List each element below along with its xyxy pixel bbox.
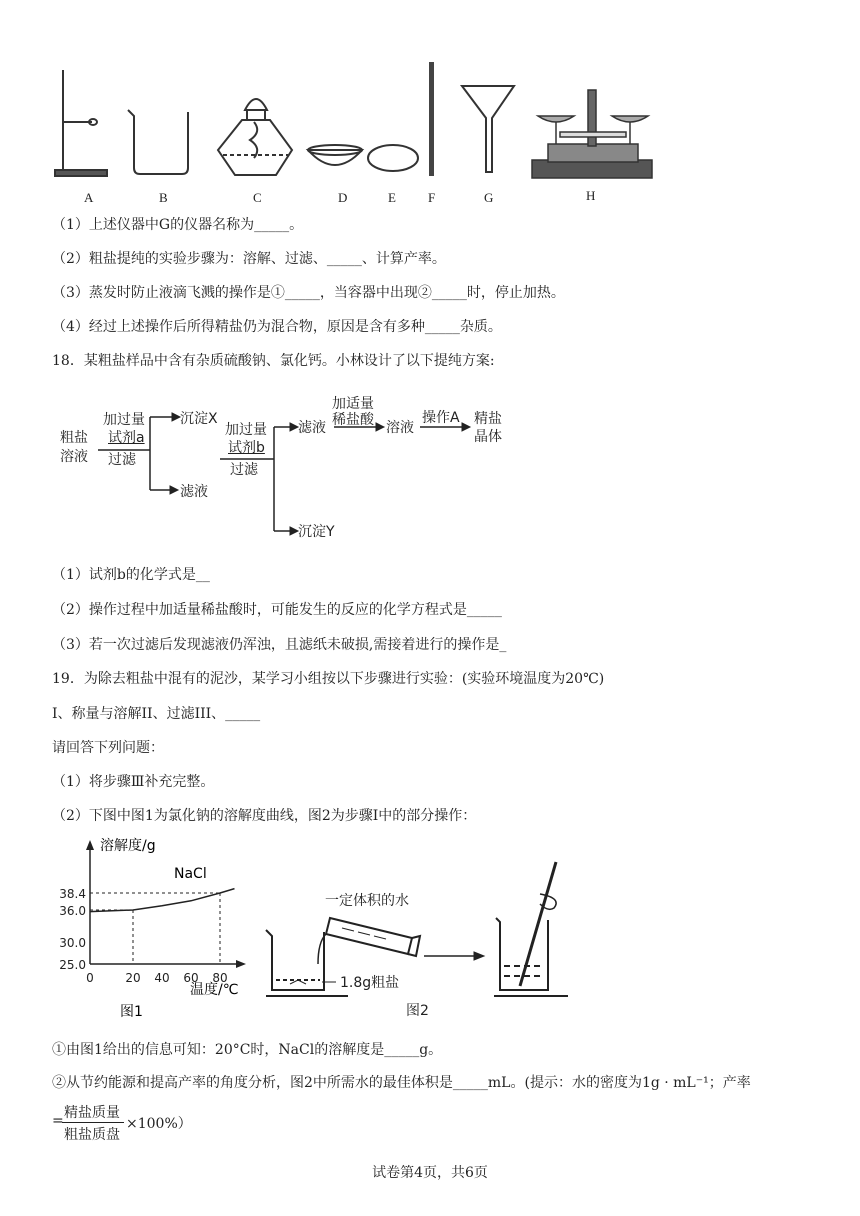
instrument-label-a: A xyxy=(84,190,94,205)
beaker-icon xyxy=(128,110,188,174)
formula-bar xyxy=(62,1122,124,1123)
alcohol-lamp-icon xyxy=(218,99,292,175)
balance-scale-icon xyxy=(532,90,652,178)
y-tick-label: 25.0 xyxy=(59,958,86,972)
flow-end-line2: 晶体 xyxy=(474,429,502,445)
flow-step4: 操作A xyxy=(422,410,460,426)
y-tick-label: 38.4 xyxy=(59,887,86,901)
instrument-label-f: F xyxy=(428,190,436,205)
q19-steps: I、称量与溶解II、过滤III、_____ xyxy=(52,706,261,722)
water-label: 一定体积的水 xyxy=(325,893,409,909)
graduated-cylinder-icon xyxy=(318,918,420,964)
watch-glass-icon xyxy=(368,145,418,171)
right-arrow-icon xyxy=(424,952,484,960)
flow-step1-top2: 试剂a xyxy=(108,430,145,446)
flow-step3-top2: 稀盐酸 xyxy=(332,412,374,428)
evaporating-dish-icon xyxy=(308,145,362,165)
formula-numerator: 精盐质量 xyxy=(64,1105,120,1121)
salt-label: 1.8g粗盐 xyxy=(340,975,400,991)
q17-part2: （2）粗盐提纯的实验步骤为：溶解、过滤、_____、计算产率。 xyxy=(52,251,446,267)
q17-part3: （3）蒸发时防止液滴飞溅的操作是①_____，当容器中出现②_____时，停止加热。 xyxy=(52,285,565,301)
formula-suffix: ×100%） xyxy=(126,1116,192,1132)
beaker-stirring-icon xyxy=(496,862,556,990)
flow-filtrate1: 滤液 xyxy=(180,484,208,500)
figure2-caption: 图2 xyxy=(406,1003,429,1019)
x-tick-label: 0 xyxy=(86,971,94,985)
x-tick-label: 80 xyxy=(212,971,228,985)
x-axis-label: 温度/℃ xyxy=(190,982,239,998)
y-tick-label: 36.0 xyxy=(59,904,86,918)
flow-step1-bottom: 过滤 xyxy=(108,452,136,468)
x-tick-label: 60 xyxy=(183,971,199,985)
formula-denominator: 粗盐质盘 xyxy=(64,1127,120,1143)
funnel-icon xyxy=(462,86,514,172)
q18-part2: （2）操作过程中加适量稀盐酸时，可能发生的反应的化学方程式是_____ xyxy=(52,602,502,618)
q17-part1: （1）上述仪器中G的仪器名称为_____。 xyxy=(52,217,304,233)
flow-ppt-x: 沉淀X xyxy=(180,411,218,427)
glass-rod-icon xyxy=(429,62,434,176)
q18-part3: （3）若一次过滤后发现滤液仍浑浊，且滤纸未破损,需接着进行的操作是_ xyxy=(52,637,507,653)
instrument-illustrations xyxy=(0,60,860,185)
instrument-label-c: C xyxy=(253,190,262,205)
flow-start-line2: 溶液 xyxy=(60,449,88,465)
flow-ppt-y: 沉淀Y xyxy=(298,524,335,540)
q19-ask: 请回答下列问题： xyxy=(52,740,164,756)
q19-sub2: ②从节约能源和提高产率的角度分析，图2中所需水的最佳体积是_____mL。(提示：水的密度为1g · mL⁻¹；产率 xyxy=(52,1075,751,1091)
flow-end-line1: 精盐 xyxy=(474,411,502,427)
y-tick-label: 30.0 xyxy=(59,936,86,950)
series-label-nacl: NaCl xyxy=(174,866,207,882)
solubility-chart xyxy=(50,836,270,1026)
x-axis-arrow xyxy=(236,960,246,968)
flow-step2-bottom: 过滤 xyxy=(230,462,258,478)
iron-stand-icon xyxy=(55,70,107,176)
page-footer: 试卷第4页，共6页 xyxy=(372,1165,488,1181)
flow-step2-top2: 试剂b xyxy=(228,440,265,456)
y-axis-label: 溶解度/g xyxy=(100,838,156,854)
instrument-label-d: D xyxy=(338,190,348,205)
q19-part2: （2）下图中图1为氯化钠的溶解度曲线，图2为步骤Ⅰ中的部分操作： xyxy=(52,808,477,824)
q17-part4: （4）经过上述操作后所得精盐仍为混合物，原因是含有多种_____杂质。 xyxy=(52,319,502,335)
figure1-caption: 图1 xyxy=(120,1004,143,1020)
q18-stem: 18．某粗盐样品中含有杂质硫酸钠、氯化钙。小林设计了以下提纯方案: xyxy=(52,353,495,369)
flow-start-line1: 粗盐 xyxy=(60,430,88,446)
q19-sub1: ①由图1给出的信息可知：20°C时，NaCl的溶解度是_____g。 xyxy=(52,1042,443,1058)
instrument-label-g: G xyxy=(484,190,494,205)
flow-step1-top1: 加过量 xyxy=(103,412,145,428)
flow-step3-top1: 加适量 xyxy=(332,396,374,412)
dissolving-diagram xyxy=(262,856,582,1026)
beaker-with-salt-icon xyxy=(266,930,324,990)
flow-solution: 溶液 xyxy=(386,420,414,436)
q19-stem: 19．为除去粗盐中混有的泥沙，某学习小组按以下步骤进行实验：(实验环境温度为20℃) xyxy=(52,671,605,687)
q18-part1: （1）试剂b的化学式是__ xyxy=(52,567,210,583)
instrument-label-h: H xyxy=(586,188,596,203)
formula-equals: = xyxy=(52,1113,64,1129)
y-axis-arrow xyxy=(86,840,94,850)
q19-part1: （1）将步骤Ⅲ补充完整。 xyxy=(52,774,215,790)
flow-filtrate2: 滤液 xyxy=(298,420,326,436)
instrument-label-b: B xyxy=(159,190,168,205)
flow-step2-top1: 加过量 xyxy=(225,422,267,438)
x-tick-label: 40 xyxy=(154,971,170,985)
x-tick-label: 20 xyxy=(125,971,141,985)
instrument-label-e: E xyxy=(388,190,396,205)
series-line-nacl xyxy=(90,889,235,912)
